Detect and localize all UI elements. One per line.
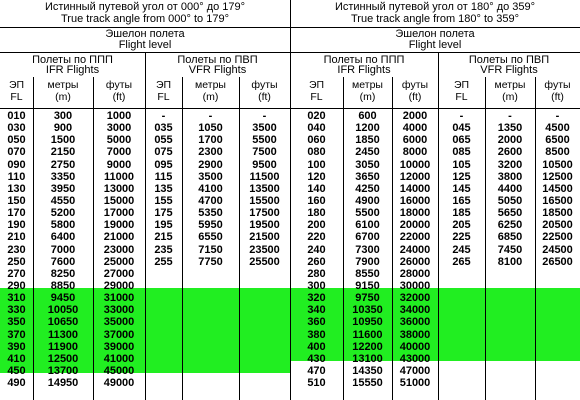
right-cell-vfr-feet: 16500 xyxy=(542,194,573,207)
right-cell-fl: 360 xyxy=(307,316,326,329)
left-cell-meters: 5800 xyxy=(50,219,76,232)
left-flight-level-en: Flight level xyxy=(118,39,172,51)
left-cell-fl: 270 xyxy=(7,267,26,280)
right-cell-feet: 14000 xyxy=(399,182,431,195)
right-cell-feet: 32000 xyxy=(399,292,431,305)
left-col-ft-header xyxy=(93,79,145,103)
left-cell-feet: 33000 xyxy=(103,304,135,317)
left-cell-fl: 030 xyxy=(7,122,26,135)
left-cell-vfr-meters: 7150 xyxy=(198,243,223,256)
right-cell-fl: 300 xyxy=(307,279,326,292)
right-cell-feet: 2000 xyxy=(402,110,428,122)
right-cell-vfr-meters: 1350 xyxy=(497,122,523,135)
right-cell-feet: 28000 xyxy=(399,267,431,280)
right-cell-vfr-meters: - xyxy=(508,110,512,122)
right-cell-vfr-fl: 145 xyxy=(452,182,471,195)
right-vfr-col-ft-header xyxy=(535,79,580,103)
right-cell-vfr-fl: 185 xyxy=(452,207,471,220)
left-cell-feet: 45000 xyxy=(103,364,135,377)
right-cell-vfr-fl: 265 xyxy=(452,255,471,268)
left-cell-meters: 7000 xyxy=(50,243,76,256)
right-cell-fl: 180 xyxy=(307,207,326,220)
right-cell-meters: 6100 xyxy=(355,219,380,232)
right-cell-vfr-meters: 3200 xyxy=(497,158,523,171)
left-cell-vfr-meters: 3500 xyxy=(198,170,223,183)
right-cell-fl: 120 xyxy=(307,170,326,183)
right-cell-fl: 200 xyxy=(307,219,326,232)
right-cell-feet: 18000 xyxy=(399,207,431,220)
left-cell-vfr-meters: 2300 xyxy=(198,146,223,159)
right-cell-vfr-feet: 4500 xyxy=(545,122,570,135)
col-header-en: (ft) xyxy=(112,91,126,103)
left-cell-fl: 230 xyxy=(7,243,26,256)
divider xyxy=(392,77,393,400)
left-cell-meters: 7600 xyxy=(50,255,76,268)
left-cell-feet: 37000 xyxy=(103,328,135,341)
left-cell-meters: 9450 xyxy=(50,292,76,305)
right-cell-feet: 10000 xyxy=(399,158,431,171)
left-cell-fl: 450 xyxy=(7,364,26,377)
right-cell-vfr-feet: - xyxy=(555,110,560,122)
col-header-en: (m) xyxy=(55,91,71,103)
left-cell-vfr-meters: 2900 xyxy=(198,158,223,171)
left-cell-feet: 9000 xyxy=(106,158,132,171)
right-cell-feet: 40000 xyxy=(399,340,431,353)
left-cell-feet: 27000 xyxy=(103,267,135,280)
right-title-en: True track angle from 180° to 359° xyxy=(351,13,519,25)
divider xyxy=(438,52,439,400)
left-cell-vfr-meters: 1050 xyxy=(198,122,223,135)
right-vfr-col-fl-header xyxy=(438,79,485,103)
right-cell-fl: 430 xyxy=(307,352,326,365)
left-cell-fl: 010 xyxy=(7,110,26,122)
col-header-en: (ft) xyxy=(408,91,422,103)
left-cell-meters: 5200 xyxy=(50,207,76,220)
left-cell-feet: 21000 xyxy=(103,231,135,244)
right-cell-vfr-fl: 085 xyxy=(452,146,471,159)
col-header-en: (m) xyxy=(502,91,518,103)
left-cell-fl: 290 xyxy=(7,279,26,292)
right-cell-fl: 260 xyxy=(307,255,326,268)
divider xyxy=(290,0,291,400)
right-cell-vfr-fl: 065 xyxy=(452,134,471,147)
right-cell-vfr-fl: 045 xyxy=(452,122,471,135)
right-cell-meters: 4900 xyxy=(355,194,380,207)
right-cell-vfr-meters: 2600 xyxy=(497,146,523,159)
left-cell-feet: 1000 xyxy=(106,110,132,122)
right-col-fl-header xyxy=(290,79,343,103)
left-cell-vfr-fl: 235 xyxy=(154,243,173,256)
right-cell-vfr-meters: 5050 xyxy=(497,194,523,207)
left-cell-vfr-feet: 21500 xyxy=(249,231,280,244)
left-cell-vfr-meters: 4700 xyxy=(198,194,223,207)
left-cell-feet: 3000 xyxy=(106,122,132,135)
right-cell-meters: 600 xyxy=(358,110,377,122)
left-col-m-header xyxy=(33,79,93,103)
right-cell-meters: 9150 xyxy=(355,279,380,292)
right-cell-vfr-meters: 4400 xyxy=(497,182,523,195)
col-header-en: (ft) xyxy=(258,91,271,103)
left-cell-fl: 310 xyxy=(7,292,26,305)
left-title-en: True track angle from 000° to 179° xyxy=(61,13,229,25)
right-cell-meters: 3050 xyxy=(355,158,380,171)
right-flight-level-header xyxy=(290,28,580,52)
right-cell-meters: 10350 xyxy=(352,304,383,317)
col-header-ru: футы xyxy=(251,79,278,91)
left-cell-meters: 2150 xyxy=(50,146,76,159)
right-ifr-ru: Полеты по ППП xyxy=(323,54,405,66)
right-cell-meters: 7300 xyxy=(355,243,380,256)
right-cell-vfr-meters: 6250 xyxy=(497,219,523,232)
right-cell-meters: 2450 xyxy=(355,146,380,159)
right-cell-vfr-feet: 26500 xyxy=(542,255,573,268)
right-cell-vfr-fl: 205 xyxy=(452,219,471,232)
left-vfr-en: VFR Flights xyxy=(188,64,247,76)
right-cell-feet: 26000 xyxy=(399,255,431,268)
col-header-en: FL xyxy=(157,91,170,103)
left-cell-fl: 130 xyxy=(7,182,26,195)
right-cell-fl: 380 xyxy=(307,328,326,341)
right-cell-vfr-fl: 105 xyxy=(452,158,471,171)
right-cell-feet: 34000 xyxy=(399,304,431,317)
left-vfr-col-m-header xyxy=(182,79,239,103)
left-col-fl-header xyxy=(0,79,33,103)
left-cell-meters: 11300 xyxy=(48,328,78,341)
right-cell-feet: 16000 xyxy=(399,194,431,207)
left-cell-feet: 29000 xyxy=(103,279,135,292)
col-header-ru: ЭП xyxy=(308,79,325,91)
right-cell-meters: 14350 xyxy=(352,364,383,377)
left-cell-feet: 23000 xyxy=(103,243,135,256)
left-cell-meters: 4550 xyxy=(50,194,76,207)
left-cell-meters: 8250 xyxy=(50,267,76,280)
left-cell-feet: 41000 xyxy=(103,352,135,365)
col-header-en: FL xyxy=(10,91,23,103)
left-flight-level-header xyxy=(0,28,290,52)
right-cell-meters: 6700 xyxy=(355,231,380,244)
left-vfr-col-fl-header xyxy=(145,79,182,103)
right-cell-fl: 280 xyxy=(307,267,326,280)
left-title-block xyxy=(0,0,290,28)
right-cell-meters: 3650 xyxy=(355,170,380,183)
left-flight-level-ru: Эшелон полета xyxy=(105,28,185,40)
col-header-en: FL xyxy=(310,91,323,103)
left-cell-vfr-meters: 1700 xyxy=(198,134,223,147)
right-cell-fl: 140 xyxy=(307,182,326,195)
right-cell-vfr-meters: 8100 xyxy=(497,255,523,268)
right-cell-feet: 8000 xyxy=(402,146,428,159)
left-cell-vfr-meters: 5950 xyxy=(198,219,223,232)
left-cell-vfr-feet: 23500 xyxy=(249,243,280,256)
right-cell-vfr-meters: 5650 xyxy=(497,207,523,220)
left-cell-vfr-feet: 19500 xyxy=(249,219,280,232)
left-cell-vfr-fl: 195 xyxy=(154,219,173,232)
left-cell-meters: 13700 xyxy=(47,364,79,377)
right-cell-vfr-fl: - xyxy=(459,110,464,122)
right-cell-vfr-meters: 6850 xyxy=(497,231,523,244)
left-cell-vfr-feet: 3500 xyxy=(252,122,277,135)
left-cell-fl: 330 xyxy=(7,304,26,317)
left-title-ru: Истинный путевой угол от 000° до 179° xyxy=(44,1,246,13)
divider xyxy=(343,77,344,400)
right-cell-fl: 320 xyxy=(307,292,326,305)
left-cell-fl: 050 xyxy=(7,134,26,147)
right-flight-level-ru: Эшелон полета xyxy=(395,28,475,40)
divider xyxy=(535,77,536,400)
right-cell-vfr-feet: 14500 xyxy=(542,182,573,195)
left-cell-feet: 5000 xyxy=(106,134,132,147)
left-cell-fl: 370 xyxy=(7,328,26,341)
col-header-ru: метры xyxy=(352,79,383,91)
right-cell-feet: 22000 xyxy=(399,231,431,244)
right-cell-vfr-feet: 12500 xyxy=(542,170,573,183)
left-cell-vfr-fl: 095 xyxy=(154,158,173,171)
left-cell-vfr-meters: 6550 xyxy=(198,231,223,244)
left-cell-feet: 15000 xyxy=(103,194,135,207)
left-cell-meters: 1500 xyxy=(50,134,76,147)
right-cell-fl: 060 xyxy=(307,134,326,147)
left-cell-vfr-meters: 7750 xyxy=(198,255,223,268)
col-header-en: (m) xyxy=(359,91,376,103)
left-cell-feet: 49000 xyxy=(103,377,135,390)
divider xyxy=(182,77,183,400)
right-cell-fl: 510 xyxy=(307,377,326,390)
divider xyxy=(239,77,240,400)
right-cell-vfr-feet: 6500 xyxy=(545,134,570,147)
left-cell-fl: 090 xyxy=(7,158,26,171)
right-cell-feet: 12000 xyxy=(399,170,431,183)
right-cell-feet: 20000 xyxy=(399,219,431,232)
left-cell-meters: 10650 xyxy=(47,316,79,329)
left-cell-fl: 390 xyxy=(7,340,26,353)
col-header-ru: метры xyxy=(47,79,79,91)
right-cell-vfr-fl: 225 xyxy=(452,231,471,244)
left-cell-vfr-fl: 075 xyxy=(154,146,173,159)
left-vfr-ru: Полеты по ПВП xyxy=(177,54,258,66)
left-cell-fl: 490 xyxy=(7,377,26,390)
right-cell-meters: 15550 xyxy=(352,377,383,390)
left-cell-vfr-fl: 055 xyxy=(154,134,173,147)
left-cell-vfr-meters: 4100 xyxy=(198,182,223,195)
right-cell-meters: 11600 xyxy=(352,328,383,341)
right-cell-meters: 13100 xyxy=(352,352,383,365)
left-cell-vfr-fl: 035 xyxy=(154,122,173,135)
left-cell-vfr-feet: 13500 xyxy=(249,182,280,195)
right-title-block xyxy=(290,0,580,28)
left-cell-meters: 6400 xyxy=(50,231,76,244)
right-vfr-col-m-header xyxy=(485,79,535,103)
right-cell-vfr-fl: 125 xyxy=(452,170,471,183)
right-vfr-en: VFR Flights xyxy=(480,64,538,76)
right-cell-fl: 020 xyxy=(307,110,326,122)
left-cell-feet: 7000 xyxy=(106,146,132,159)
col-header-ru: метры xyxy=(494,79,526,91)
left-cell-vfr-fl: 215 xyxy=(154,231,173,244)
left-cell-vfr-feet: 7500 xyxy=(252,146,277,159)
right-cell-meters: 5500 xyxy=(355,207,380,220)
right-cell-vfr-meters: 3800 xyxy=(497,170,523,183)
right-cell-fl: 100 xyxy=(307,158,326,171)
left-cell-fl: 190 xyxy=(7,219,26,232)
left-cell-meters: 11900 xyxy=(48,340,78,353)
right-cell-vfr-feet: 10500 xyxy=(542,158,573,171)
right-cell-feet: 24000 xyxy=(399,243,431,256)
right-cell-vfr-feet: 20500 xyxy=(542,219,573,232)
left-cell-meters: 12500 xyxy=(47,352,79,365)
left-cell-feet: 17000 xyxy=(103,207,135,220)
left-cell-vfr-fl: 155 xyxy=(154,194,173,207)
left-cell-feet: 25000 xyxy=(103,255,135,268)
right-cell-fl: 400 xyxy=(307,340,326,353)
divider xyxy=(33,77,34,400)
left-cell-feet: 19000 xyxy=(103,219,135,232)
left-cell-meters: 2750 xyxy=(50,158,76,171)
right-cell-meters: 12200 xyxy=(352,340,383,353)
right-col-ft-header xyxy=(392,79,438,103)
right-vfr-ru: Полеты по ПВП xyxy=(468,54,550,66)
left-cell-vfr-fl: - xyxy=(161,110,166,122)
left-cell-feet: 11000 xyxy=(104,170,134,183)
right-cell-feet: 36000 xyxy=(399,316,431,329)
left-cell-vfr-meters: 5350 xyxy=(198,207,223,220)
left-cell-vfr-fl: 135 xyxy=(154,182,173,195)
right-cell-fl: 040 xyxy=(307,122,326,135)
right-cell-vfr-meters: 7450 xyxy=(497,243,523,256)
col-header-ru: футы xyxy=(401,79,429,91)
col-header-en: (m) xyxy=(202,91,219,103)
left-cell-vfr-fl: 255 xyxy=(154,255,173,268)
left-cell-fl: 170 xyxy=(7,207,26,220)
col-header-ru: ЭП xyxy=(155,79,172,91)
right-cell-meters: 7900 xyxy=(355,255,380,268)
right-cell-vfr-feet: 8500 xyxy=(545,146,570,159)
left-cell-meters: 14950 xyxy=(47,377,79,390)
right-title-ru: Истинный путевой угол от 180° до 359° xyxy=(334,1,536,13)
right-cell-feet: 4000 xyxy=(402,122,428,135)
right-cell-vfr-feet: 22500 xyxy=(542,231,573,244)
right-cell-feet: 30000 xyxy=(399,279,431,292)
left-cell-vfr-feet: 9500 xyxy=(252,158,277,171)
right-ifr-en: IFR Flights xyxy=(337,64,391,76)
left-cell-meters: 3350 xyxy=(50,170,76,183)
right-cell-vfr-feet: 24500 xyxy=(542,243,573,256)
divider xyxy=(485,77,486,400)
col-header-ru: ЭП xyxy=(8,79,25,91)
left-cell-vfr-feet: - xyxy=(262,110,267,122)
right-cell-fl: 240 xyxy=(307,243,326,256)
right-cell-meters: 8550 xyxy=(355,267,380,280)
right-cell-vfr-feet: 18500 xyxy=(542,207,573,220)
right-cell-feet: 43000 xyxy=(399,352,431,365)
right-cell-vfr-fl: 165 xyxy=(452,194,471,207)
left-cell-vfr-fl: 115 xyxy=(154,170,173,183)
right-col-m-header xyxy=(343,79,392,103)
right-cell-feet: 51000 xyxy=(399,377,431,390)
divider xyxy=(93,77,94,400)
left-cell-meters: 300 xyxy=(53,110,73,122)
col-header-ru: футы xyxy=(105,79,133,91)
col-header-ru: футы xyxy=(544,79,571,91)
col-header-ru: метры xyxy=(195,79,226,91)
col-header-en: FL xyxy=(455,91,468,103)
right-cell-meters: 9750 xyxy=(355,292,380,305)
right-cell-fl: 470 xyxy=(307,364,326,377)
left-vfr-col-ft-header xyxy=(239,79,290,103)
right-cell-meters: 10950 xyxy=(352,316,383,329)
left-cell-fl: 070 xyxy=(7,146,26,159)
right-cell-meters: 1200 xyxy=(355,122,380,135)
right-cell-meters: 1850 xyxy=(355,134,380,147)
right-cell-feet: 6000 xyxy=(402,134,428,147)
right-cell-vfr-meters: 2000 xyxy=(497,134,523,147)
left-cell-fl: 110 xyxy=(7,170,26,183)
col-header-en: (ft) xyxy=(551,91,564,103)
right-cell-fl: 160 xyxy=(307,194,326,207)
left-cell-vfr-fl: 175 xyxy=(154,207,173,220)
left-cell-vfr-feet: 15500 xyxy=(249,194,280,207)
right-cell-fl: 080 xyxy=(307,146,326,159)
left-cell-vfr-feet: 5500 xyxy=(252,134,277,147)
divider xyxy=(145,52,146,400)
left-cell-feet: 39000 xyxy=(103,340,135,353)
left-cell-fl: 210 xyxy=(7,231,26,244)
right-cell-meters: 4250 xyxy=(355,182,380,195)
left-ifr-ru: Полеты по ППП xyxy=(32,54,113,66)
right-cell-fl: 220 xyxy=(307,231,326,244)
left-cell-fl: 250 xyxy=(7,255,26,268)
right-cell-feet: 38000 xyxy=(399,328,431,341)
left-cell-fl: 410 xyxy=(7,352,26,365)
left-cell-meters: 900 xyxy=(53,122,73,135)
left-cell-meters: 3950 xyxy=(50,182,76,195)
left-cell-vfr-feet: 17500 xyxy=(249,207,280,220)
left-cell-vfr-feet: 25500 xyxy=(249,255,280,268)
left-cell-feet: 31000 xyxy=(103,292,135,305)
left-ifr-en: IFR Flights xyxy=(45,64,100,76)
left-cell-vfr-feet: 11500 xyxy=(249,170,280,183)
right-cell-fl: 340 xyxy=(307,304,326,317)
left-cell-fl: 150 xyxy=(7,194,26,207)
left-cell-feet: 13000 xyxy=(103,182,135,195)
left-cell-meters: 8850 xyxy=(50,279,76,292)
col-header-ru: ЭП xyxy=(453,79,470,91)
left-cell-vfr-meters: - xyxy=(208,110,213,122)
right-cell-vfr-fl: 245 xyxy=(452,243,471,256)
left-cell-fl: 350 xyxy=(7,316,26,329)
right-cell-feet: 47000 xyxy=(399,364,431,377)
right-flight-level-en: Flight level xyxy=(408,39,462,51)
left-cell-feet: 35000 xyxy=(103,316,135,329)
left-cell-meters: 10050 xyxy=(47,304,79,317)
